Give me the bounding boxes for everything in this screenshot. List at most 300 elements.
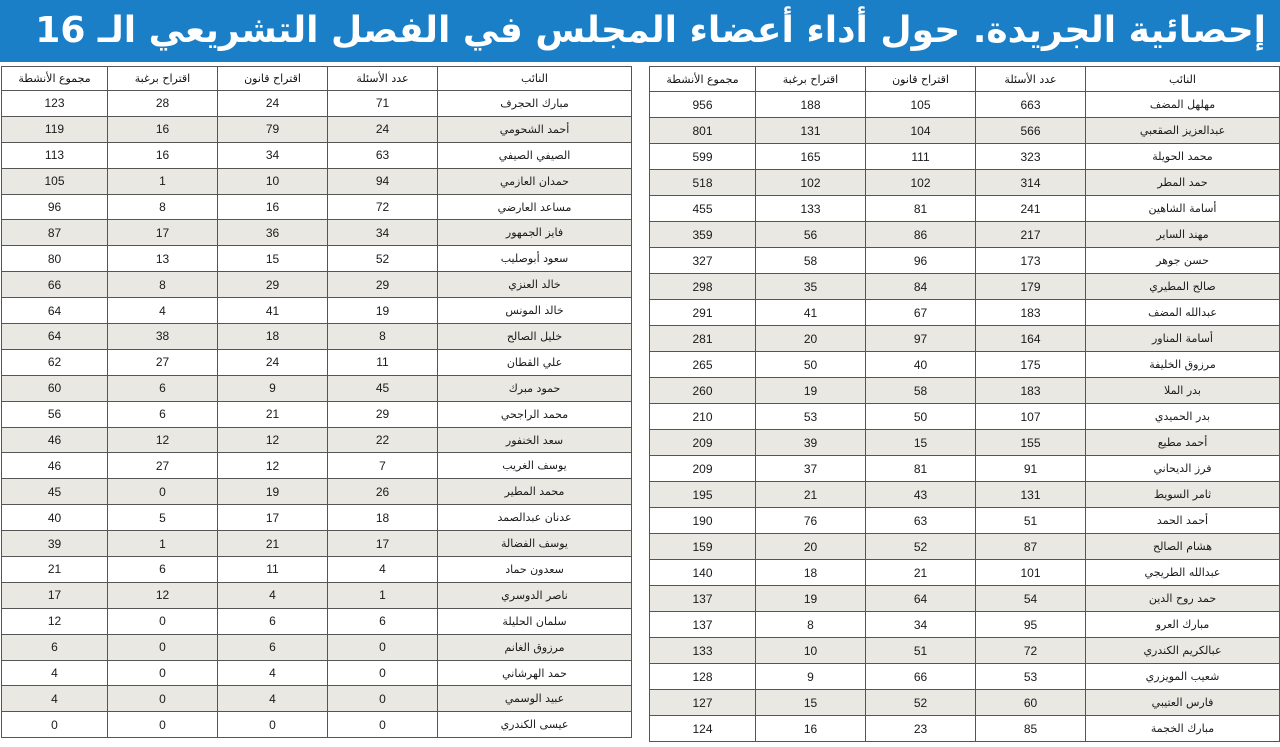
wish-proposal-cell: 0 xyxy=(108,608,218,634)
table-row xyxy=(650,170,1280,196)
law-proposal-cell: 6 xyxy=(218,634,328,660)
wish-proposal-cell: 0 xyxy=(108,712,218,738)
total-activities-cell: 327 xyxy=(650,248,756,274)
member-name-cell: محمد المطير xyxy=(438,479,632,505)
table-row xyxy=(650,612,1280,638)
member-name-cell: عدنان عبدالصمد xyxy=(438,505,632,531)
questions-cell: 183 xyxy=(976,300,1086,326)
table-row xyxy=(2,194,632,220)
table-row xyxy=(2,479,632,505)
law-proposal-cell: 81 xyxy=(866,196,976,222)
member-name-cell: أسامة المناور xyxy=(1086,326,1280,352)
member-name-cell: ثامر السويط xyxy=(1086,482,1280,508)
questions-cell: 53 xyxy=(976,664,1086,690)
total-activities-cell: 66 xyxy=(2,272,108,298)
total-activities-cell: 6 xyxy=(2,634,108,660)
wish-proposal-cell: 20 xyxy=(756,326,866,352)
law-proposal-cell: 21 xyxy=(218,531,328,557)
total-activities-cell: 956 xyxy=(650,92,756,118)
member-name-cell: خليل الصالح xyxy=(438,324,632,350)
questions-cell: 131 xyxy=(976,482,1086,508)
table-row xyxy=(2,582,632,608)
page-title: إحصائية الجريدة. حول أداء أعضاء المجلس في الفصل التشريعي الـ 16 xyxy=(35,10,1266,51)
member-name-cell: بدر الحميدي xyxy=(1086,404,1280,430)
law-proposal-cell: 51 xyxy=(866,638,976,664)
law-proposal-cell: 9 xyxy=(218,375,328,401)
law-proposal-cell: 6 xyxy=(218,608,328,634)
questions-cell: 0 xyxy=(328,686,438,712)
law-proposal-cell: 52 xyxy=(866,690,976,716)
total-activities-cell: 140 xyxy=(650,560,756,586)
questions-cell: 566 xyxy=(976,118,1086,144)
wish-proposal-cell: 9 xyxy=(756,664,866,690)
wish-proposal-cell: 38 xyxy=(108,324,218,350)
questions-cell: 34 xyxy=(328,220,438,246)
table-row xyxy=(650,118,1280,144)
member-name-cell: حمد روح الدين xyxy=(1086,586,1280,612)
law-proposal-cell: 15 xyxy=(218,246,328,272)
wish-proposal-cell: 50 xyxy=(756,352,866,378)
wish-proposal-cell: 13 xyxy=(108,246,218,272)
questions-cell: 29 xyxy=(328,401,438,427)
law-proposal-cell: 15 xyxy=(866,430,976,456)
total-activities-cell: 599 xyxy=(650,144,756,170)
wish-proposal-cell: 53 xyxy=(756,404,866,430)
wish-proposal-cell: 6 xyxy=(108,401,218,427)
member-name-cell: مبارك الحجرف xyxy=(438,91,632,117)
wish-proposal-cell: 10 xyxy=(756,638,866,664)
law-proposal-cell: 64 xyxy=(866,586,976,612)
questions-cell: 164 xyxy=(976,326,1086,352)
law-proposal-cell: 23 xyxy=(866,716,976,742)
wish-proposal-cell: 19 xyxy=(756,378,866,404)
law-proposal-cell: 0 xyxy=(218,712,328,738)
member-name-cell: أحمد مطيع xyxy=(1086,430,1280,456)
questions-cell: 72 xyxy=(328,194,438,220)
questions-cell: 85 xyxy=(976,716,1086,742)
table-row xyxy=(2,427,632,453)
questions-cell: 323 xyxy=(976,144,1086,170)
questions-cell: 241 xyxy=(976,196,1086,222)
wish-proposal-cell: 17 xyxy=(108,220,218,246)
law-proposal-cell: 24 xyxy=(218,91,328,117)
member-name-cell: يوسف الفضالة xyxy=(438,531,632,557)
table-row xyxy=(650,638,1280,664)
table-row xyxy=(2,246,632,272)
wish-proposal-cell: 102 xyxy=(756,170,866,196)
questions-cell: 7 xyxy=(328,453,438,479)
member-name-cell: عبدالعزيز الصقعبي xyxy=(1086,118,1280,144)
total-activities-cell: 119 xyxy=(2,116,108,142)
law-proposal-cell: 111 xyxy=(866,144,976,170)
total-activities-cell: 0 xyxy=(2,712,108,738)
questions-cell: 0 xyxy=(328,660,438,686)
law-proposal-cell: 4 xyxy=(218,686,328,712)
header-total-activities: مجموع الأنشطة xyxy=(650,67,756,92)
member-name-cell: هشام الصالح xyxy=(1086,534,1280,560)
total-activities-cell: 45 xyxy=(2,479,108,505)
law-proposal-cell: 96 xyxy=(866,248,976,274)
total-activities-cell: 190 xyxy=(650,508,756,534)
law-proposal-cell: 34 xyxy=(218,142,328,168)
member-name-cell: سعود أبوصليب xyxy=(438,246,632,272)
table-row xyxy=(2,168,632,194)
table-row xyxy=(650,482,1280,508)
questions-cell: 72 xyxy=(976,638,1086,664)
law-proposal-cell: 43 xyxy=(866,482,976,508)
wish-proposal-cell: 1 xyxy=(108,168,218,194)
table-row xyxy=(650,326,1280,352)
law-proposal-cell: 11 xyxy=(218,557,328,583)
law-proposal-cell: 97 xyxy=(866,326,976,352)
header-questions: عدد الأسئلة xyxy=(328,67,438,91)
law-proposal-cell: 86 xyxy=(866,222,976,248)
table-row xyxy=(650,352,1280,378)
law-proposal-cell: 67 xyxy=(866,300,976,326)
header-wish-proposal: اقتراح برغبة xyxy=(108,67,218,91)
questions-cell: 87 xyxy=(976,534,1086,560)
total-activities-cell: 105 xyxy=(2,168,108,194)
wish-proposal-cell: 19 xyxy=(756,586,866,612)
wish-proposal-cell: 28 xyxy=(108,91,218,117)
wish-proposal-cell: 8 xyxy=(756,612,866,638)
wish-proposal-cell: 0 xyxy=(108,479,218,505)
header-law-proposal: اقتراح قانون xyxy=(218,67,328,91)
table-row xyxy=(2,531,632,557)
total-activities-cell: 123 xyxy=(2,91,108,117)
total-activities-cell: 298 xyxy=(650,274,756,300)
table-row xyxy=(2,505,632,531)
questions-cell: 6 xyxy=(328,608,438,634)
law-proposal-cell: 102 xyxy=(866,170,976,196)
total-activities-cell: 359 xyxy=(650,222,756,248)
table-row xyxy=(2,608,632,634)
member-name-cell: فايز الجمهور xyxy=(438,220,632,246)
questions-cell: 175 xyxy=(976,352,1086,378)
wish-proposal-cell: 27 xyxy=(108,453,218,479)
table-row xyxy=(650,300,1280,326)
total-activities-cell: 12 xyxy=(2,608,108,634)
member-name-cell: أسامة الشاهين xyxy=(1086,196,1280,222)
total-activities-cell: 260 xyxy=(650,378,756,404)
member-name-cell: أحمد الحمد xyxy=(1086,508,1280,534)
table-row xyxy=(650,508,1280,534)
member-name-cell: حمد الهرشاني xyxy=(438,660,632,686)
member-name-cell: عبيد الوسمي xyxy=(438,686,632,712)
total-activities-cell: 801 xyxy=(650,118,756,144)
questions-cell: 179 xyxy=(976,274,1086,300)
table-row xyxy=(650,274,1280,300)
wish-proposal-cell: 16 xyxy=(756,716,866,742)
total-activities-cell: 209 xyxy=(650,430,756,456)
questions-cell: 52 xyxy=(328,246,438,272)
law-proposal-cell: 63 xyxy=(866,508,976,534)
member-name-cell: مرزوق الغانم xyxy=(438,634,632,660)
wish-proposal-cell: 8 xyxy=(108,194,218,220)
total-activities-cell: 127 xyxy=(650,690,756,716)
wish-proposal-cell: 8 xyxy=(108,272,218,298)
total-activities-cell: 46 xyxy=(2,453,108,479)
table-row xyxy=(650,248,1280,274)
law-proposal-cell: 41 xyxy=(218,298,328,324)
wish-proposal-cell: 35 xyxy=(756,274,866,300)
total-activities-cell: 137 xyxy=(650,586,756,612)
questions-cell: 183 xyxy=(976,378,1086,404)
wish-proposal-cell: 20 xyxy=(756,534,866,560)
total-activities-cell: 62 xyxy=(2,349,108,375)
total-activities-cell: 195 xyxy=(650,482,756,508)
total-activities-cell: 60 xyxy=(2,375,108,401)
law-proposal-cell: 4 xyxy=(218,582,328,608)
member-name-cell: مهلهل المضف xyxy=(1086,92,1280,118)
wish-proposal-cell: 5 xyxy=(108,505,218,531)
wish-proposal-cell: 6 xyxy=(108,375,218,401)
questions-cell: 314 xyxy=(976,170,1086,196)
total-activities-cell: 80 xyxy=(2,246,108,272)
law-proposal-cell: 66 xyxy=(866,664,976,690)
table-row xyxy=(2,375,632,401)
member-name-cell: محمد الراجحي xyxy=(438,401,632,427)
wish-proposal-cell: 39 xyxy=(756,430,866,456)
questions-cell: 95 xyxy=(976,612,1086,638)
total-activities-cell: 4 xyxy=(2,686,108,712)
questions-cell: 45 xyxy=(328,375,438,401)
table-row xyxy=(2,712,632,738)
questions-cell: 155 xyxy=(976,430,1086,456)
member-name-cell: مبارك العرو xyxy=(1086,612,1280,638)
total-activities-cell: 96 xyxy=(2,194,108,220)
table-header-row xyxy=(2,67,632,91)
questions-cell: 19 xyxy=(328,298,438,324)
wish-proposal-cell: 133 xyxy=(756,196,866,222)
table-row xyxy=(650,664,1280,690)
law-proposal-cell: 10 xyxy=(218,168,328,194)
table-row xyxy=(650,378,1280,404)
law-proposal-cell: 21 xyxy=(866,560,976,586)
member-name-cell: سلمان الحليلة xyxy=(438,608,632,634)
questions-cell: 18 xyxy=(328,505,438,531)
wish-proposal-cell: 37 xyxy=(756,456,866,482)
wish-proposal-cell: 6 xyxy=(108,557,218,583)
member-name-cell: مهند الساير xyxy=(1086,222,1280,248)
wish-proposal-cell: 131 xyxy=(756,118,866,144)
total-activities-cell: 46 xyxy=(2,427,108,453)
wish-proposal-cell: 41 xyxy=(756,300,866,326)
member-name-cell: عيسى الكندري xyxy=(438,712,632,738)
member-name-cell: الصيفي الصيفي xyxy=(438,142,632,168)
member-name-cell: مبارك الخجمة xyxy=(1086,716,1280,742)
wish-proposal-cell: 12 xyxy=(108,582,218,608)
wish-proposal-cell: 18 xyxy=(756,560,866,586)
stats-table-right xyxy=(649,66,1280,742)
total-activities-cell: 21 xyxy=(2,557,108,583)
questions-cell: 71 xyxy=(328,91,438,117)
member-name-cell: خالد العنزي xyxy=(438,272,632,298)
member-name-cell: حمد المطر xyxy=(1086,170,1280,196)
total-activities-cell: 291 xyxy=(650,300,756,326)
member-name-cell: حمدان العازمي xyxy=(438,168,632,194)
table-row xyxy=(2,142,632,168)
header-questions: عدد الأسئلة xyxy=(976,67,1086,92)
member-name-cell: محمد الحويلة xyxy=(1086,144,1280,170)
total-activities-cell: 518 xyxy=(650,170,756,196)
law-proposal-cell: 81 xyxy=(866,456,976,482)
table-row xyxy=(650,534,1280,560)
questions-cell: 217 xyxy=(976,222,1086,248)
table-row xyxy=(650,222,1280,248)
table-row xyxy=(2,557,632,583)
law-proposal-cell: 58 xyxy=(866,378,976,404)
header-member: النائب xyxy=(1086,67,1280,92)
wish-proposal-cell: 21 xyxy=(756,482,866,508)
questions-cell: 0 xyxy=(328,712,438,738)
total-activities-cell: 159 xyxy=(650,534,756,560)
member-name-cell: ناصر الدوسري xyxy=(438,582,632,608)
law-proposal-cell: 104 xyxy=(866,118,976,144)
questions-cell: 11 xyxy=(328,349,438,375)
total-activities-cell: 4 xyxy=(2,660,108,686)
wish-proposal-cell: 27 xyxy=(108,349,218,375)
total-activities-cell: 209 xyxy=(650,456,756,482)
member-name-cell: سعدون حماد xyxy=(438,557,632,583)
member-name-cell: مساعد العارضي xyxy=(438,194,632,220)
wish-proposal-cell: 16 xyxy=(108,116,218,142)
table-row xyxy=(650,430,1280,456)
total-activities-cell: 56 xyxy=(2,401,108,427)
wish-proposal-cell: 12 xyxy=(108,427,218,453)
questions-cell: 17 xyxy=(328,531,438,557)
table-header-row xyxy=(650,67,1280,92)
questions-cell: 0 xyxy=(328,634,438,660)
table-row xyxy=(650,716,1280,742)
table-row xyxy=(650,144,1280,170)
member-name-cell: فرز الديحاني xyxy=(1086,456,1280,482)
member-name-cell: حمود مبرك xyxy=(438,375,632,401)
total-activities-cell: 17 xyxy=(2,582,108,608)
total-activities-cell: 281 xyxy=(650,326,756,352)
questions-cell: 63 xyxy=(328,142,438,168)
table-row xyxy=(2,272,632,298)
total-activities-cell: 265 xyxy=(650,352,756,378)
member-name-cell: عبدالله الطريجي xyxy=(1086,560,1280,586)
member-name-cell: مرزوق الخليفة xyxy=(1086,352,1280,378)
header-member: النائب xyxy=(438,67,632,91)
table-row xyxy=(650,456,1280,482)
law-proposal-cell: 40 xyxy=(866,352,976,378)
questions-cell: 22 xyxy=(328,427,438,453)
law-proposal-cell: 18 xyxy=(218,324,328,350)
questions-cell: 60 xyxy=(976,690,1086,716)
member-name-cell: عبالكريم الكندري xyxy=(1086,638,1280,664)
table-row xyxy=(650,404,1280,430)
table-row xyxy=(2,634,632,660)
law-proposal-cell: 24 xyxy=(218,349,328,375)
table-row xyxy=(2,686,632,712)
total-activities-cell: 64 xyxy=(2,298,108,324)
law-proposal-cell: 79 xyxy=(218,116,328,142)
law-proposal-cell: 17 xyxy=(218,505,328,531)
law-proposal-cell: 29 xyxy=(218,272,328,298)
header-total-activities: مجموع الأنشطة xyxy=(2,67,108,91)
total-activities-cell: 128 xyxy=(650,664,756,690)
wish-proposal-cell: 76 xyxy=(756,508,866,534)
table-row xyxy=(650,196,1280,222)
total-activities-cell: 137 xyxy=(650,612,756,638)
law-proposal-cell: 4 xyxy=(218,660,328,686)
header-wish-proposal: اقتراح برغبة xyxy=(756,67,866,92)
questions-cell: 51 xyxy=(976,508,1086,534)
questions-cell: 94 xyxy=(328,168,438,194)
law-proposal-cell: 12 xyxy=(218,453,328,479)
member-name-cell: أحمد الشحومي xyxy=(438,116,632,142)
table-row xyxy=(2,660,632,686)
table-row xyxy=(650,690,1280,716)
wish-proposal-cell: 0 xyxy=(108,660,218,686)
table-row xyxy=(2,220,632,246)
wish-proposal-cell: 16 xyxy=(108,142,218,168)
member-name-cell: سعد الخنفور xyxy=(438,427,632,453)
title-banner xyxy=(0,0,1280,62)
questions-cell: 663 xyxy=(976,92,1086,118)
wish-proposal-cell: 1 xyxy=(108,531,218,557)
wish-proposal-cell: 4 xyxy=(108,298,218,324)
member-name-cell: حسن جوهر xyxy=(1086,248,1280,274)
questions-cell: 4 xyxy=(328,557,438,583)
table-row xyxy=(2,298,632,324)
member-name-cell: علي القطان xyxy=(438,349,632,375)
total-activities-cell: 64 xyxy=(2,324,108,350)
table-row xyxy=(650,560,1280,586)
law-proposal-cell: 34 xyxy=(866,612,976,638)
table-row xyxy=(2,324,632,350)
law-proposal-cell: 19 xyxy=(218,479,328,505)
law-proposal-cell: 84 xyxy=(866,274,976,300)
questions-cell: 54 xyxy=(976,586,1086,612)
table-row xyxy=(2,349,632,375)
table-row xyxy=(2,401,632,427)
questions-cell: 1 xyxy=(328,582,438,608)
stats-table-left xyxy=(1,66,632,738)
questions-cell: 29 xyxy=(328,272,438,298)
table-row xyxy=(650,92,1280,118)
law-proposal-cell: 52 xyxy=(866,534,976,560)
law-proposal-cell: 36 xyxy=(218,220,328,246)
table-row xyxy=(2,91,632,117)
table-row xyxy=(2,453,632,479)
law-proposal-cell: 21 xyxy=(218,401,328,427)
table-row xyxy=(2,116,632,142)
total-activities-cell: 87 xyxy=(2,220,108,246)
total-activities-cell: 124 xyxy=(650,716,756,742)
member-name-cell: فارس العتيبي xyxy=(1086,690,1280,716)
questions-cell: 8 xyxy=(328,324,438,350)
header-law-proposal: اقتراح قانون xyxy=(866,67,976,92)
member-name-cell: صالح المطيري xyxy=(1086,274,1280,300)
questions-cell: 173 xyxy=(976,248,1086,274)
member-name-cell: بدر الملا xyxy=(1086,378,1280,404)
total-activities-cell: 39 xyxy=(2,531,108,557)
questions-cell: 26 xyxy=(328,479,438,505)
questions-cell: 107 xyxy=(976,404,1086,430)
member-name-cell: خالد المونس xyxy=(438,298,632,324)
member-name-cell: عبدالله المضف xyxy=(1086,300,1280,326)
table-row xyxy=(650,586,1280,612)
questions-cell: 91 xyxy=(976,456,1086,482)
total-activities-cell: 210 xyxy=(650,404,756,430)
wish-proposal-cell: 56 xyxy=(756,222,866,248)
wish-proposal-cell: 58 xyxy=(756,248,866,274)
wish-proposal-cell: 15 xyxy=(756,690,866,716)
